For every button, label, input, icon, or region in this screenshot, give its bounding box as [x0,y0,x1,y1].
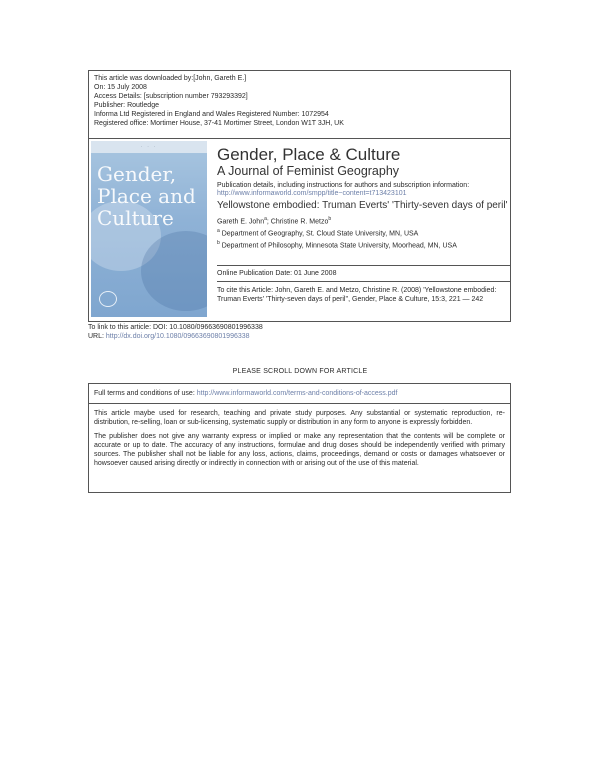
terms-line [94,389,505,398]
publication-details-text: Publication details, including instructions for authors and subscription information: [217,182,470,189]
journal-info [217,145,509,250]
scroll-notice: PLEASE SCROLL DOWN FOR ARTICLE [232,368,368,375]
terms-label: Full terms and conditions of use: [94,390,195,397]
divider [217,265,510,266]
citation-text: To cite this Article: John, Gareth E. and Metzo, Christine R. (2008) 'Yellowstone embodied: Truman Everts' 'Thirty-seven days of peril'', Gender, Place & Culture, 15:3, 221 — 242 [217,287,497,303]
terms-paragraph-2: The publisher does not give any warranty express or implied or make any representation that the contents will be complete or accurate or up to date. The accuracy of any instructions, formulae and drug doses should be independently verified with primary sources. The publisher shall not be liable for any loss, actions, claims, proceedings, demand or costs or damages whatsoever or howsoever caused arising directly or indirectly in connection with or arising out of the use of this material. [94,433,505,467]
info-line: Access Details: [subscription number 793293392] [94,93,248,100]
article-details-box [88,138,511,322]
author-name: Gareth E. John [217,218,265,226]
url-line [88,332,263,341]
affiliation-b [217,239,509,251]
info-line: This article was downloaded by:[John, Gareth E.] [94,75,247,82]
divider [217,281,510,282]
doi-text: To link to this article: DOI: 10.1080/09663690801996338 [88,324,263,331]
publication-details [217,182,509,198]
author-name: ; Christine R. Metzo [266,218,329,226]
journal-subtitle: A Journal of Feminist Geography [217,164,400,178]
affiliation-marker: b [328,216,332,222]
author-list [217,215,509,227]
doi-url-link[interactable]: http://dx.doi.org/10.1080/09663690801996338 [105,333,250,340]
journal-title: Gender, Place & Culture [217,145,401,164]
article-links [88,323,263,341]
cover-title: Gender, Place and Culture [97,162,196,230]
article-title: Yellowstone embodied: Truman Everts' 'Thirty-seven days of peril' [217,200,508,211]
info-line: Informa Ltd Registered in England and Wales Registered Number: 1072954 [94,111,329,118]
download-info-box [88,70,511,139]
info-line: Registered office: Mortimer House, 37-41 Mortimer Street, London W1T 3JH, UK [94,120,344,127]
terms-box [88,383,511,493]
affiliation-marker: b [217,239,220,246]
online-publication-date: Online Publication Date: 01 June 2008 [217,270,337,277]
affiliation-marker: a [264,216,267,222]
terms-link[interactable]: http://www.informaworld.com/terms-and-conditions-of-access.pdf [196,390,398,397]
publication-details-link[interactable]: http://www.informaworld.com/smpp/title~content=t713423101 [217,190,407,197]
affiliation-text: Department of Philosophy, Minnesota State University, Moorhead, MN, USA [221,241,457,249]
cover-header-strip: · · · [91,141,207,153]
journal-cover-image [91,141,207,317]
affiliation-text: Department of Geography, St. Cloud State University, MN, USA [221,230,419,238]
publisher-logo-icon [99,291,117,307]
affiliation-marker: a [217,227,220,234]
terms-paragraph-1: This article maybe used for research, teaching and private study purposes. Any substantial or systematic reproduction, re-distribution, re-selling, loan or sub-licensing, systematic supply or distribution in any form to anyone is expressly forbidden. [94,410,505,426]
authors-block [217,215,509,250]
info-line: On: 15 July 2008 [94,84,147,91]
affiliation-a [217,227,509,239]
url-label: URL: [88,333,104,340]
divider [89,403,510,404]
info-line: Publisher: Routledge [94,102,159,109]
